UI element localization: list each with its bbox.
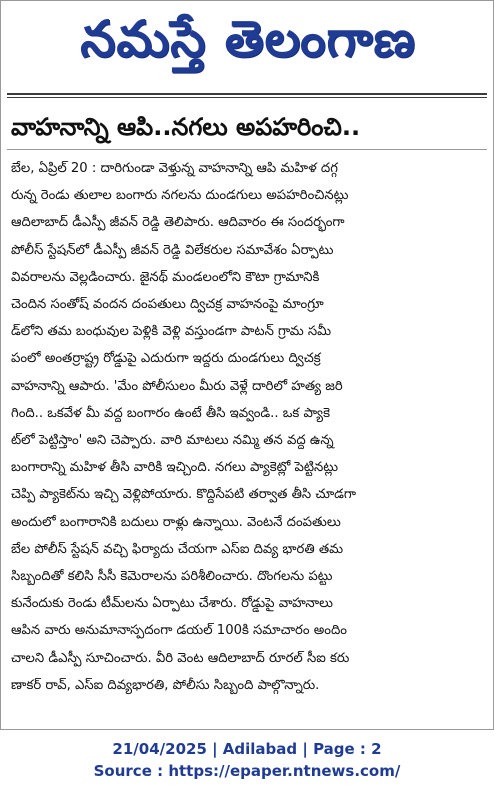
article-line: కునేందుకు రెండు టీమ్‌లను ఏర్పాటు చేశారు. రోడ్డుపై వాహనాలు (11, 596, 333, 612)
article-line: ట్‌లో పెట్టిస్తాం' అని చెప్పారు. వారి మాటలు నమ్మి తన వద్ద ఉన్న (11, 433, 334, 449)
article-line: వివరాలను వెల్లడించారు. జైనథ్ మండలంలోని కౌటా గ్రామానికి (11, 269, 320, 285)
edition-info: 21/04/2025 | Adilabad | Page : 2 (112, 740, 382, 758)
article-line: బంగారాన్ని మహిళ తీసి వారికి ఇచ్చింది. నగలు ప్యాకెట్లో పెట్టినట్లు (11, 460, 339, 476)
article-line: చాలని డీఎస్పీ సూచించారు. వీరి వెంట ఆదిలాబాద్ రూరల్ సీఐ కరు (11, 650, 350, 666)
article-line: బేల పోలీస్ స్టేషన్ వచ్చి ఫిర్యాదు చేయగా ఎస్ఐ దివ్య భారతి తమ (11, 541, 344, 557)
masthead-divider-thick (7, 93, 487, 95)
article-line: పంలో అంతర్రాష్ట్ర రోడ్డుపై ఎదురుగా ఇద్దరు దుండగులు ద్విచక్ర (11, 351, 321, 367)
article-line: పోలీస్ స్టేషన్‌లో డీఎస్పీ జీవన్ రెడ్డి విలేకరుల సమావేశం ఏర్పాటు (11, 242, 334, 258)
article-line: ణాకర్ రావ్, ఎస్ఐ దివ్యభారతి, పోలీసు సిబ్బంది పాల్గొన్నారు. (11, 677, 320, 693)
article-line: వాహనాన్ని ఆపారు. 'మేం పోలీసులం మీరు వెళ్లే దారిలో హత్య జరి (11, 378, 343, 394)
masthead-divider-thin (7, 97, 487, 98)
article-line: డ్‌లోని తమ బంధువుల పెళ్లికి వెళ్లి వస్తుండగా పాటన్ గ్రామ సమీ (11, 324, 332, 340)
article-line: బేల, ఏప్రిల్ 20 : దారిగుండా వెళ్తున్న వాహనాన్ని ఆపి మహిళ దగ్గ (11, 161, 338, 176)
article-line: ఆపిన వారు అనుమానాస్పదంగా డయల్ 100కి సమాచారం అందిం (11, 623, 347, 639)
source-link[interactable]: Source : https://epaper.ntnews.com/ (93, 762, 401, 780)
newspaper-masthead: నమస్తే తెలంగాణ (80, 9, 416, 68)
article-headline: వాహనాన్ని ఆపి..నగలు అపహరించి.. (11, 113, 361, 141)
article-line: ఆదిలాబాద్ డీఎస్పీ జీవన్ రెడ్డి తెలిపారు. ఆదివారం ఈ సందర్భంగా (11, 215, 345, 231)
article-line: చెందిన సంతోష్ వందన దంపతులు ద్విచక్ర వాహనంపై మాంగ్రూ (11, 297, 324, 313)
article-line: అందులో బంగారానికి బదులు రాళ్లు ఉన్నాయి. వెంటనే దంపతులు (11, 514, 341, 530)
article-body (11, 155, 485, 727)
article-line: చెప్పి ప్యాకెట్‌ను ఇచ్చి వెళ్లిపోయారు. కొద్దిసేపటి తర్వాత తీసి చూడగా (11, 487, 357, 503)
article-line: సిబ్బందితో కలిసి సీసీ కెమెరాలను పరిశీలించారు. దొంగలను పట్టు (11, 569, 333, 585)
headline-divider (7, 149, 487, 150)
article-line: గింది.. ఒకవేళ మీ వద్ద బంగారం ఉంటే తీసి ఇవ్వండి.. ఒక ప్యాకె (11, 405, 330, 421)
article-line: రున్న రెండు తులాల బంగారు నగలను దుండగులు అపహరించినట్లు (11, 188, 349, 204)
